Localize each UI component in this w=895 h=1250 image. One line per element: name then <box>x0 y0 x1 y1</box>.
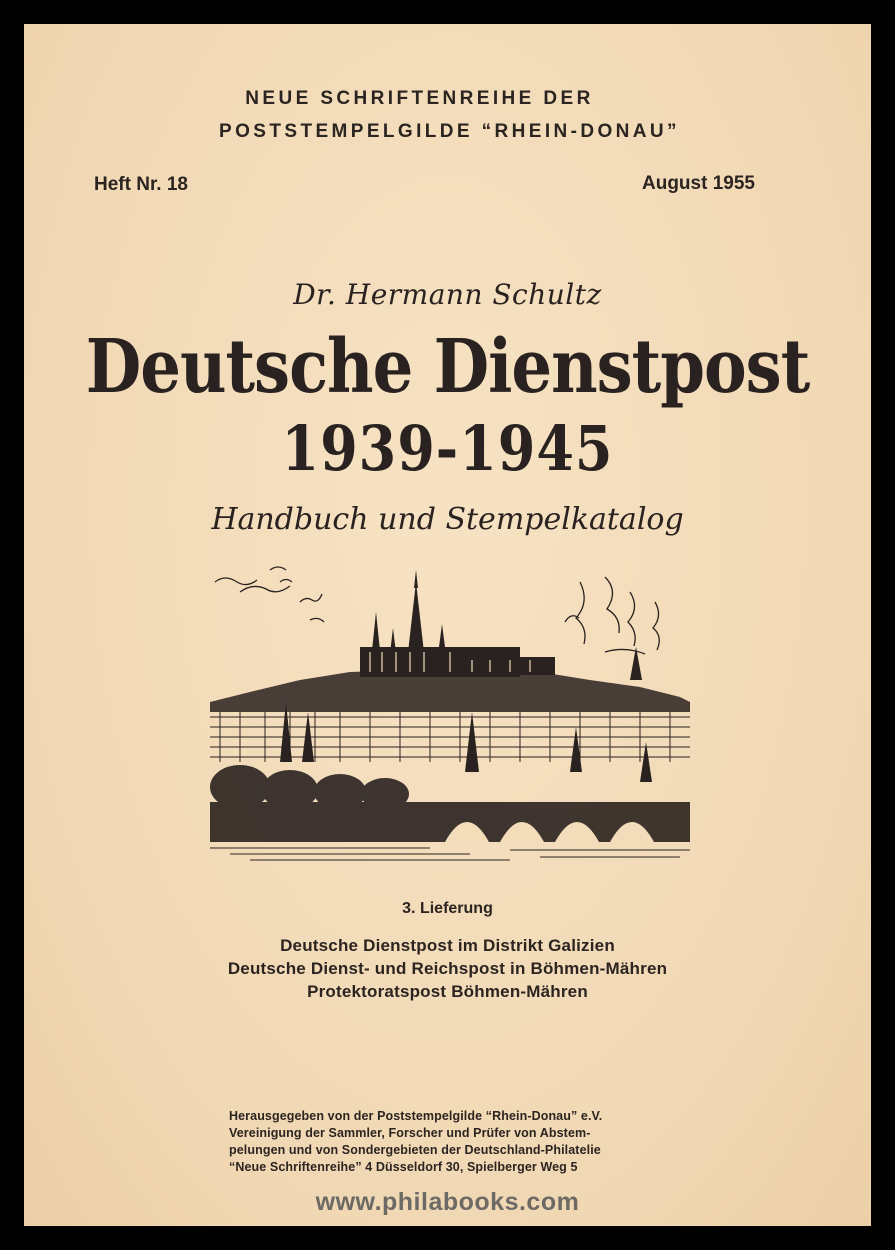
publisher-line: pelungen und von Sondergebieten der Deutschland-Philatelie <box>229 1143 601 1157</box>
series-title-line-1: NEUE SCHRIFTENREIHE DER <box>245 88 594 109</box>
book-cover <box>24 24 871 1226</box>
publisher-line: Vereinigung der Sammler, Forscher und Prüfer von Abstem- <box>229 1126 591 1140</box>
publisher-line: “Neue Schriftenreihe” 4 Düsseldorf 30, Spielberger Weg 5 <box>229 1160 578 1174</box>
series-title-line-2: POSTSTEMPELGILDE “RHEIN-DONAU” <box>219 121 680 142</box>
book-title: Deutsche Dienstpost <box>85 324 810 411</box>
contents-line: Deutsche Dienstpost im Distrikt Galizien <box>280 936 615 955</box>
contents-list <box>24 934 871 1003</box>
issue-number: Heft Nr. 18 <box>94 174 188 195</box>
watermark-url: www.philabooks.com <box>315 1188 580 1216</box>
publisher-info <box>229 1108 869 1176</box>
author-name: Dr. Hermann Schultz <box>293 278 602 311</box>
publisher-line: Herausgegeben von der Poststempelgilde “Rhein-Donau” e.V. <box>229 1109 603 1123</box>
contents-line: Protektoratspost Böhmen-Mähren <box>307 982 588 1001</box>
installment-label: 3. Lieferung <box>402 900 493 917</box>
issue-date: August 1955 <box>642 173 755 194</box>
prague-castle-etching <box>210 552 690 864</box>
book-years: 1939-1945 <box>281 411 614 485</box>
book-subtitle: Handbuch und Stempelkatalog <box>211 502 684 537</box>
contents-line: Deutsche Dienst- und Reichspost in Böhmen-Mähren <box>227 959 668 978</box>
